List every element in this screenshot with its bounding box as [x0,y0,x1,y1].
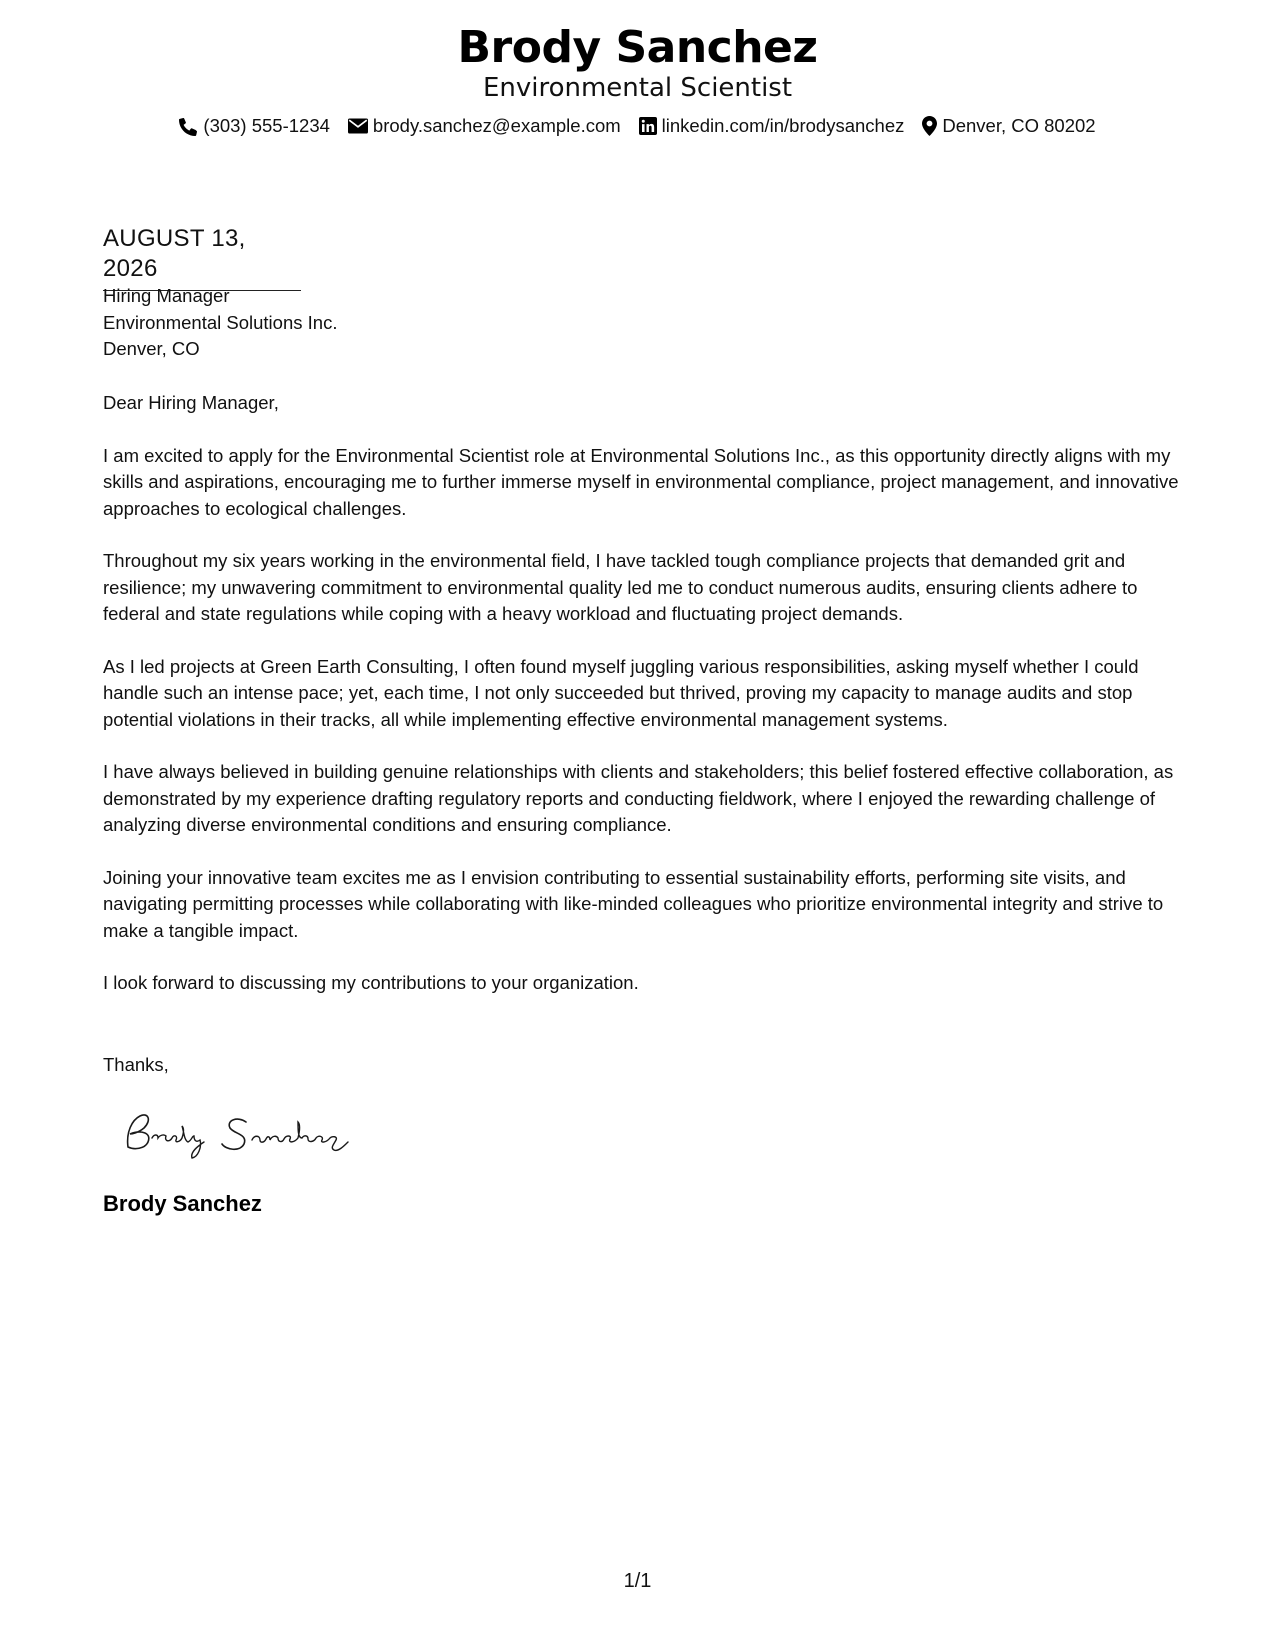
email-text: brody.sanchez@example.com [372,115,621,136]
linkedin-icon [639,117,657,135]
body-paragraph: I have always believed in building genuine relationships with clients and stakeholders; this belief fostered effective collaboration, as demonstrated by my experience drafting regulatory reports and conducting fieldwork, where I enjoyed the rewarding challenge of analyzing diverse environmental conditions and ensuring compliance. [103,761,1174,835]
page-number: 1/1 [623,1570,652,1592]
recipient-line: Environmental Solutions Inc. [103,311,338,333]
contact-phone [179,114,330,138]
recipient-line: Hiring Manager [103,285,230,306]
letter-date-block [103,224,301,291]
letter-header [0,22,1275,138]
signed-name: Brody Sanchez [103,1191,262,1216]
contact-linkedin [639,114,905,138]
linkedin-text: linkedin.com/in/brodysanchez [661,115,905,136]
handwritten-signature [118,1102,358,1162]
location-text: Denver, CO 80202 [942,115,1096,136]
letter-date: AUGUST 13, 2026 [103,224,301,291]
body-paragraph: Joining your innovative team excites me as I envision contributing to essential sustainability efforts, performing site visits, and navigating permitting processes while collaborating with like-minded colleagues who prioritize environmental integrity and strive to make a tangible impact. [103,866,1164,941]
recipient-address [103,283,337,363]
map-pin-icon [922,116,937,136]
phone-icon [179,117,198,136]
envelope-icon [348,118,368,134]
contact-bar [0,114,1275,138]
sender-title: Environmental Scientist [482,73,793,103]
contact-email [348,114,621,138]
body-paragraph: As I led projects at Green Earth Consulting, I often found myself juggling various responsibilities, asking myself whether I could handle such an intense pace; yet, each time, I not only succeeded but thrived, proving my capacity to manage audits and stop potential violations in their tracks, all while implementing effective environmental management systems. [103,655,1139,730]
body-paragraph: I am excited to apply for the Environmental Scientist role at Environmental Solutions Inc., as this opportunity directly aligns with my skills and aspirations, encouraging me to further immerse myself in environmental compliance, project management, and innovative approaches to ecological challenges. [103,444,1179,519]
letter-body [103,390,1183,1023]
phone-text: (303) 555-1234 [203,115,330,136]
greeting: Dear Hiring Manager, [103,392,279,413]
contact-location [922,114,1095,138]
valediction: Thanks, [103,1054,169,1075]
body-paragraph: I look forward to discussing my contributions to your organization. [103,972,639,993]
recipient-line: Denver, CO [103,338,200,359]
body-paragraph: Throughout my six years working in the environmental field, I have tackled tough compliance projects that demanded grit and resilience; my unwavering commitment to environmental quality led me to conduct numerous audits, ensuring clients adhere to federal and state regulations while coping with a heavy workload and fluctuating project demands. [103,550,1138,624]
sender-name: Brody Sanchez [457,22,818,73]
